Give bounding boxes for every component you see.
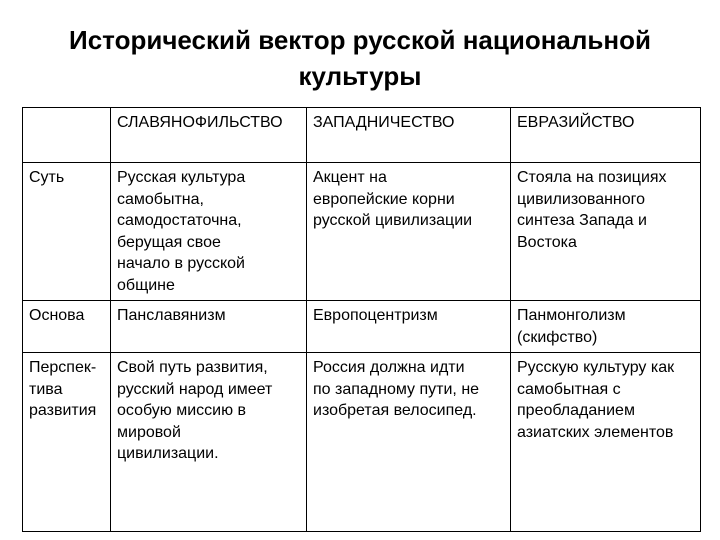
- cell-perspective-westernism: Россия должна идти по западному пути, не изобретая велосипед.: [307, 353, 511, 532]
- cell-basis-westernism: Европоцентризм: [307, 301, 511, 353]
- cell-basis-slavophilism: Панславянизм: [111, 301, 307, 353]
- cell-essence-westernism: Акцент на европейские корни русской цивилизации: [307, 163, 511, 301]
- table-header-row: [23, 108, 701, 163]
- comparison-table: [22, 107, 701, 532]
- table-row: [23, 163, 701, 301]
- cell-perspective-eurasianism: Русскую культуру как самобытная с преобладанием азиатских элементов: [511, 353, 701, 532]
- header-slavophilism: СЛАВЯНОФИЛЬСТВО: [111, 108, 307, 163]
- cell-essence-eurasianism: Стояла на позициях цивилизованного синтеза Запада и Востока: [511, 163, 701, 301]
- row-label-perspective: Перспек- тива развития: [23, 353, 111, 532]
- slide-title: Исторический вектор русской национальной культуры: [69, 25, 651, 91]
- cell-basis-eurasianism: Панмонголизм (скифство): [511, 301, 701, 353]
- cell-perspective-slavophilism: Свой путь развития, русский народ имеет особую миссию в мировой цивилизации.: [111, 353, 307, 532]
- cell-essence-slavophilism: Русская культура самобытна, самодостаточна, берущая свое начало в русской общине: [111, 163, 307, 301]
- header-eurasianism: ЕВРАЗИЙСТВО: [511, 108, 701, 163]
- row-label-essence: Суть: [23, 163, 111, 301]
- header-westernism: ЗАПАДНИЧЕСТВО: [307, 108, 511, 163]
- header-empty-cell: [23, 108, 111, 163]
- table-row: [23, 301, 701, 353]
- table-row: [23, 353, 701, 532]
- row-label-basis: Основа: [23, 301, 111, 353]
